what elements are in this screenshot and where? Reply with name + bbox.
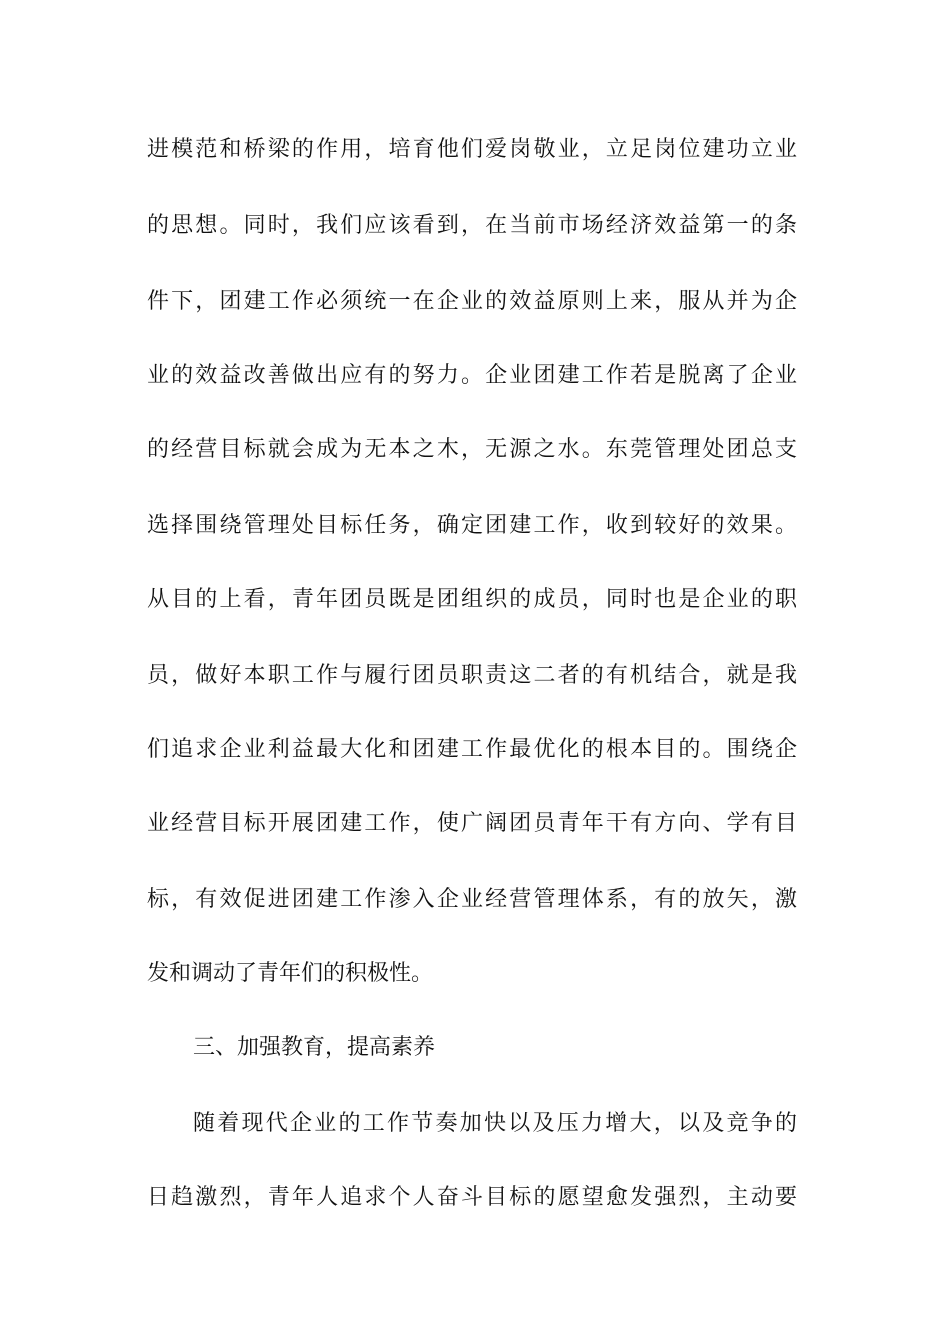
section-heading: 三、加强教育，提高素养 [193,1035,436,1060]
paragraph-line: 业经营目标开展团建工作，使广阔团员青年干有方向、学有目 [147,811,797,836]
paragraph-line: 员，做好本职工作与履行团员职责这二者的有机结合，就是我 [147,663,797,688]
paragraph-line: 发和调动了青年们的积极性。 [147,961,434,986]
paragraph-line: 标，有效促进团建工作渗入企业经营管理体系，有的放矢，激 [147,887,797,912]
paragraph-line: 的思想。同时，我们应该看到，在当前市场经济效益第一的条 [147,213,797,238]
paragraph-line: 业的效益改善做出应有的努力。企业团建工作若是脱离了企业 [147,363,797,388]
paragraph-line: 们追求企业利益最大化和团建工作最优化的根本目的。围绕企 [147,737,797,762]
paragraph-line: 从目的上看，青年团员既是团组织的成员，同时也是企业的职 [147,587,797,612]
paragraph-line: 日趋激烈，青年人追求个人奋斗目标的愿望愈发强烈，主动要 [147,1185,797,1210]
paragraph-line: 的经营目标就会成为无本之木，无源之水。东莞管理处团总支 [147,437,797,462]
paragraph-line: 进模范和桥梁的作用，培育他们爱岗敬业，立足岗位建功立业 [147,137,797,162]
paragraph-line: 件下，团建工作必须统一在企业的效益原则上来，服从并为企 [147,289,797,314]
paragraph-line: 随着现代企业的工作节奏加快以及压力增大，以及竞争的 [193,1111,797,1136]
paragraph-line: 选择围绕管理处目标任务，确定团建工作，收到较好的效果。 [147,513,797,538]
